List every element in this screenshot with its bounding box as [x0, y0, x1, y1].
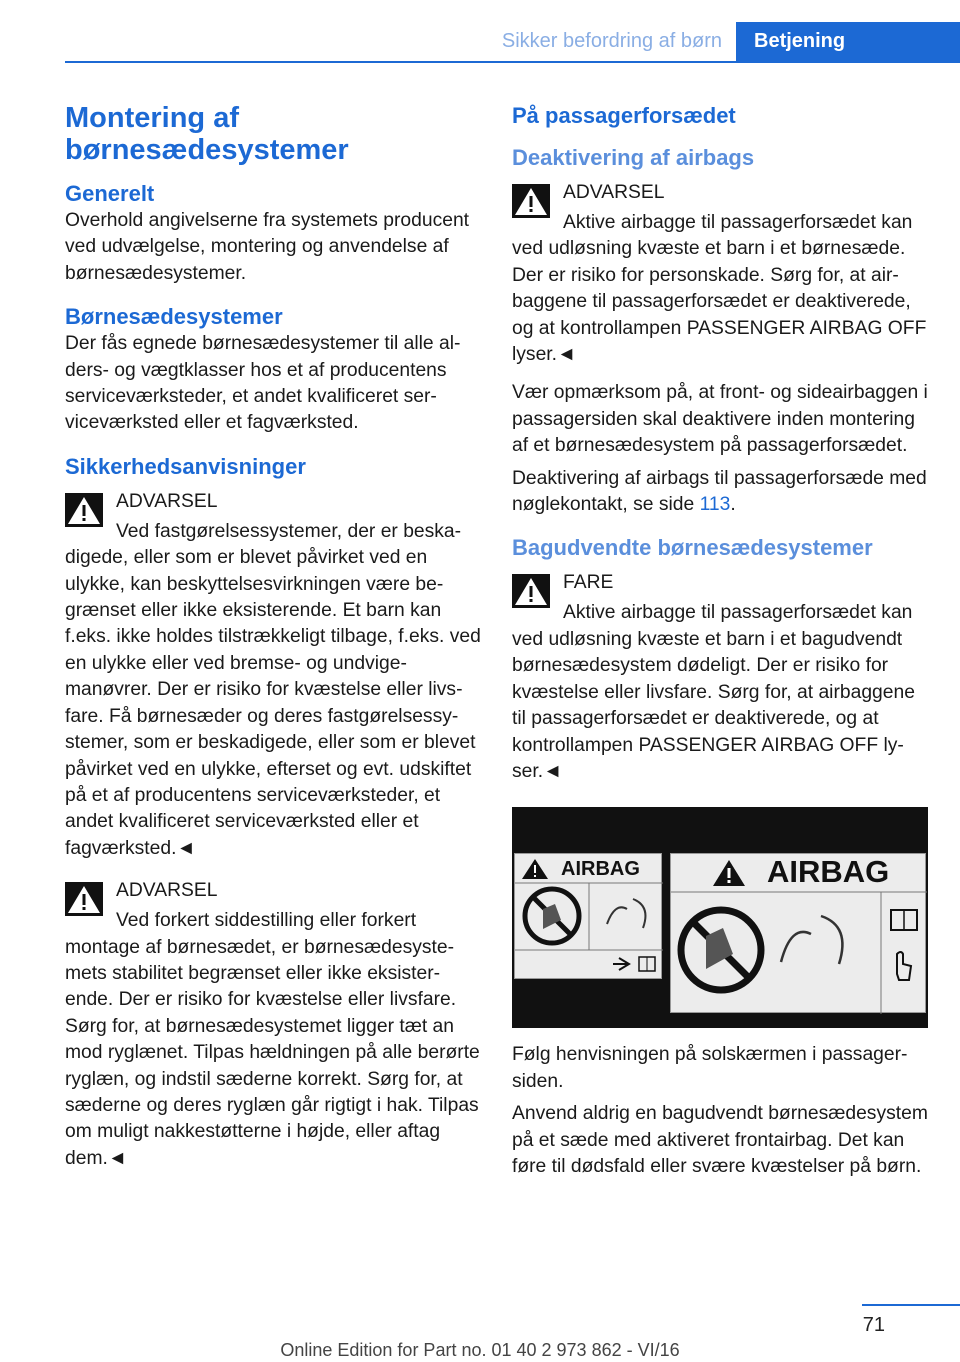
header-rule [65, 61, 960, 63]
footer-edition: Online Edition for Part no. 01 40 2 973 862 - VI/16 [280, 1340, 680, 1360]
text-fragment: . [730, 494, 736, 516]
heading-boernesaedesystemer: Børnesædesystemer [65, 304, 283, 330]
paragraph-anvend-aldrig: Anvend aldrig en bagudvendt børnesædesystem på et sæde med aktiveret frontairbag. Det kan føre til dødsfald eller svære kvæstelser på børn. [512, 1103, 928, 1177]
warning-triangle-icon [65, 493, 103, 527]
paragraph-solskaermen: Følg henvisningen på solskærmen i passagersiden. [512, 1044, 908, 1092]
paragraph-front-sideairbag: Vær opmærksom på, at front- og sideairbaggen i passagersiden skal deaktivere inden montering af et børnesædesystem på passagerforsædet. [512, 382, 928, 457]
airbag-label-large-text: AIRBAG [767, 854, 890, 890]
heading-sikkerhedsanvisninger: Sikkerhedsanvisninger [65, 453, 306, 479]
right-column [512, 102, 928, 1180]
page-header [0, 0, 960, 62]
heading-bagudvendte: Bagudvendte børnesædesystemer [512, 535, 873, 561]
paragraph-generelt: Overhold angivelserne fra systemets producent ved udvælgelse, montering og anvendelse af børnesædesystemer. [65, 210, 470, 284]
page-number: 71 [862, 1314, 885, 1336]
warning-text: Ved forkert siddestilling eller forkert montage af børnesædet, er børnesædesystemets stabilitet begrænset eller ikke eksisterende. Der er risiko for kvæstelse eller livsfare. Sørg for, at børnesædesystemet ligger tæt an mod ryglænet. Tilpas hældningen på alle berørte ryglæn, og indstil sæderne korrekt. Sørg for, at sæderne og deres ryglæn går rigtigt i hak. Tilpas om muligt nakkestøtterne i højde, eller aftag dem.◄ [65, 910, 480, 1169]
warning-text: Aktive airbagge til passagerforsædet kan ved udløsning kvæste et barn i et børnesæde. Der er risiko for personskade. Sørg for, at airbaggene til passagerforsædet er deaktiverede, og at kontrollampen PASSENGER AIRBAG OFF lyser.◄ [512, 212, 927, 366]
page-title: Montering af børnesædesystemer [65, 102, 349, 166]
footer-rule [862, 1304, 960, 1306]
warning-title: ADVARSEL [563, 182, 665, 203]
warning-block-2 [65, 876, 481, 1172]
warning-text: Ved fastgørelsessystemer, der er beskadigede, eller som er blevet påvirket ved en ulykke, kan beskyttelsesvirkningen være begrænset eller ikke eksisterende. Et barn kan f.eks. ikke holdes tilstrækkeligt tilbage, f.eks. ved en ulykke eller ved bremse- og undvigemanøvrer. Der er risiko for kvæstelse eller livsfare. Få børnesæder og deres fastgørelsessystemer, som er beskadigede, eller som er blevet påvirket ved en ulykke, efterset og evt. udskiftet på et af producentens serviceværksteder, et andet kvalificeret serviceværksted eller et fagværksted.◄ [65, 520, 481, 859]
page-reference-link[interactable]: 113 [699, 494, 731, 516]
warning-block-1 [65, 487, 481, 862]
airbag-label-small [514, 853, 662, 979]
warning-triangle-icon [512, 574, 550, 608]
header-section-title: Sikker befordring af børn [501, 30, 722, 52]
danger-text: Aktive airbagge til passagerforsædet kan ved udløsning kvæste et barn i et bagudvendt børnesædesystem dødeligt. Der er risiko for kvæstelse eller livsfare. Sørg for, at airbaggene til passagerforsædet er deaktiverede, og at kontrollampen PASSENGER AIRBAG OFF lyser.◄ [512, 602, 915, 782]
warning-triangle-icon [512, 184, 550, 218]
danger-block [512, 568, 928, 785]
heading-deaktivering-af-airbags: Deaktivering af airbags [512, 145, 755, 170]
heading-generelt: Generelt [65, 181, 155, 206]
header-chapter-tab: Betjening [736, 22, 960, 62]
airbag-warning-label-image [512, 807, 928, 1028]
heading-paa-passagerforsaedet: På passagerforsædet [512, 103, 736, 128]
warning-title: ADVARSEL [116, 490, 218, 512]
text-fragment: Deaktivering af airbags til passagerforsæde med nøglekontakt, se side [512, 467, 927, 516]
warning-block-3 [512, 178, 928, 368]
danger-title: FARE [563, 572, 614, 594]
paragraph-boernesaedesystemer: Der fås egnede børnesædesystemer til alle alders- og vægtklasser hos et af producentens serviceværksteder, et andet kvalificeret serviceværksted eller et fagværksted. [65, 333, 461, 434]
left-column [65, 102, 481, 1172]
warning-title: ADVARSEL [116, 880, 218, 902]
airbag-label-large [670, 853, 926, 1013]
airbag-label-small-text: AIRBAG [561, 858, 640, 881]
warning-triangle-icon [65, 882, 103, 916]
paragraph-noeglekontakt [512, 466, 928, 519]
